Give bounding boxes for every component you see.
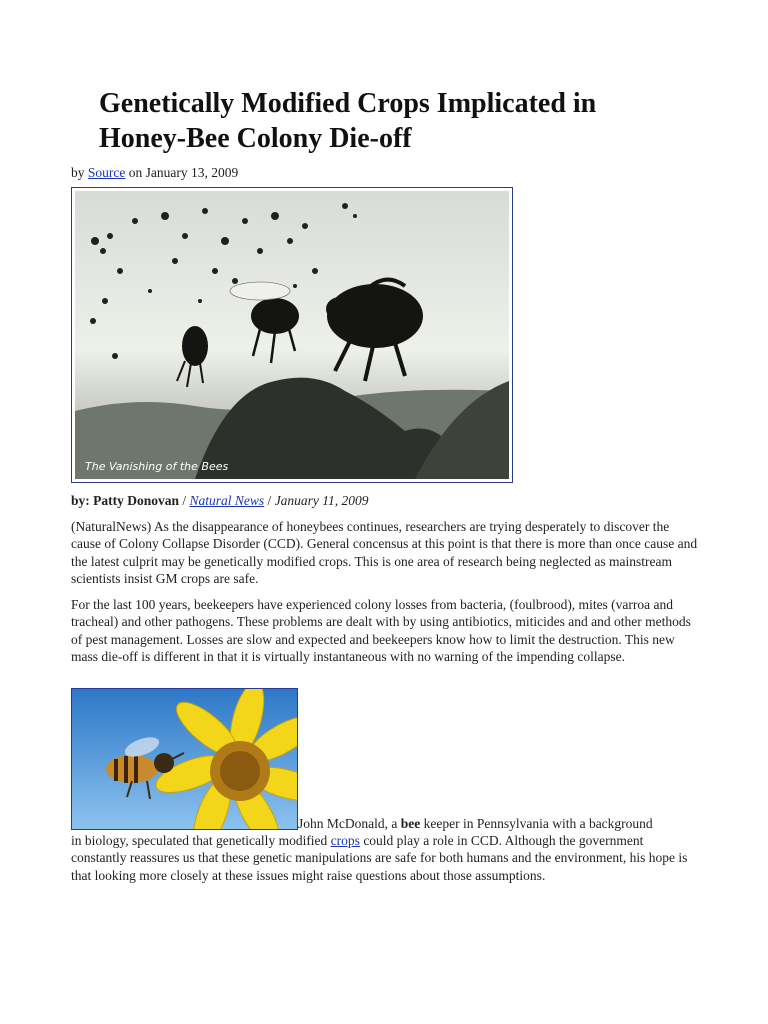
hero-caption: The Vanishing of the Bees <box>85 460 229 473</box>
crops-link[interactable]: crops <box>330 833 360 848</box>
paragraph-1: (NaturalNews) As the disappearance of honeybees continues, researchers are trying desperately to discover the cause of Colony Collapse Disorder (CCD). General concensus at this point is that there is more than once cause and the latest culprit may be genetically modified crops. This is one area of research being neglected as mainstream scientists insist GM crops are safe. <box>71 519 698 586</box>
byline-prefix: by <box>71 165 88 180</box>
byline <box>71 164 238 181</box>
credit-separator: / <box>264 493 275 508</box>
paragraph-3-lead <box>298 815 653 832</box>
paragraph-3-rest: could play a role in CCD. Although the government constantly reassures us that these genetic manipulations are safe for both humans and the environment, his hope is that looking more closely at these issues might raise questions about those assumptions. <box>71 833 688 883</box>
paragraph-3-lead-text: John McDonald, a <box>298 816 401 831</box>
credit-separator: / <box>179 493 190 508</box>
source-link[interactable]: Source <box>87 165 126 180</box>
outlet-link[interactable]: Natural News <box>189 493 265 508</box>
bee-flower-image <box>71 688 298 830</box>
hero-image <box>71 187 513 483</box>
author-name: by: Patty Donovan <box>71 493 180 508</box>
paragraph-3-text: in biology, speculated that genetically modified <box>71 833 331 848</box>
byline-date: on January 13, 2009 <box>125 165 239 180</box>
author-credit <box>71 492 369 509</box>
paragraph-3-lead-rest: keeper in Pennsylvania with a background <box>420 816 653 831</box>
paragraph-2: For the last 100 years, beekeepers have experienced colony losses from bacteria, (foulbrood), mites (varroa and tracheal) and other pathogens. These problems are dealt with by using antibiotics, miticides and and other methods of pest management. Losses are slow and expected and beekeepers know how to limit the destruction. This new mass die-off is different in that it is virtually instantaneous with no warning of the impending collapse. <box>71 597 691 664</box>
bee-bold: bee <box>400 816 421 831</box>
credit-date: January 11, 2009 <box>274 493 369 508</box>
paragraph-3 <box>71 832 701 884</box>
article-title: Genetically Modified Crops Implicated in Honey-Bee Colony Die-off <box>99 88 597 154</box>
